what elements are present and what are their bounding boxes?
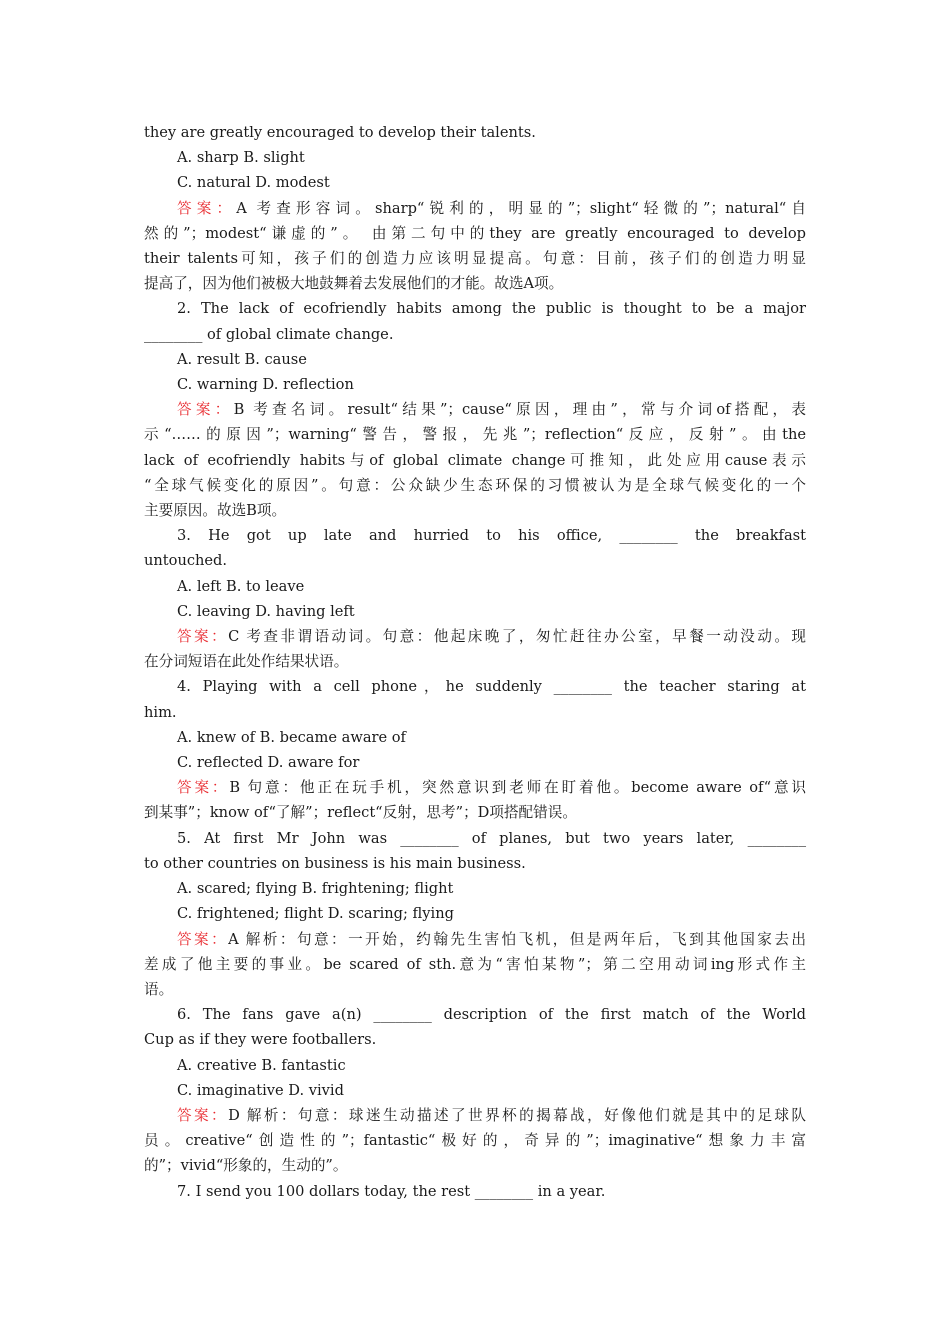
line-text: 然的”；modest“谦虚的”。 由第二句中的they are greatly encouraged to develop	[144, 224, 806, 242]
text-line	[144, 1027, 806, 1052]
line-text: their talents可知，孩子们的创造力应该明显提高。句意：目前，孩子们的创造力明显	[144, 250, 806, 268]
line-text: him.	[144, 703, 177, 721]
line-text: C. reflected D. aware for	[177, 754, 360, 772]
line-text: to other countries on business is his main business.	[144, 854, 526, 872]
text-line	[144, 599, 806, 624]
line-text: A. scared; flying B. frightening; flight	[177, 880, 454, 898]
line-text: 2. The lack of ecofriendly habits among the public is thought to be a major	[177, 300, 806, 318]
answer-line	[144, 624, 806, 649]
text-line	[144, 448, 806, 473]
line-text: 到某事”；know of“了解”；reflect“反射，思考”；D项搭配错误。	[144, 804, 577, 822]
answer-label: 答案：	[177, 401, 234, 419]
text-line	[144, 548, 806, 573]
line-text: 3. He got up late and hurried to his office, ________ the breakfast	[177, 527, 806, 545]
line-text: 语。	[144, 980, 174, 998]
line-text: B 考查名词。result“结果”；cause“原因，理由”，常与介词of搭配，表	[233, 401, 806, 419]
line-text: 在分词短语在此处作结果状语。	[144, 653, 349, 671]
text-line	[144, 952, 806, 977]
line-text: A 解析：句意：一开始，约翰先生害怕飞机，但是两年后，飞到其他国家去出	[228, 930, 806, 948]
line-text: 提高了，因为他们被极大地鼓舞着去发展他们的才能。故选A项。	[144, 275, 564, 293]
text-line	[144, 473, 806, 498]
text-line	[144, 649, 806, 674]
answer-line	[144, 1103, 806, 1128]
text-line	[144, 170, 806, 195]
answer-line	[144, 196, 806, 221]
text-line	[144, 674, 806, 699]
text-line	[144, 221, 806, 246]
text-line	[144, 1053, 806, 1078]
text-line	[144, 271, 806, 296]
answer-line	[144, 927, 806, 952]
text-line	[144, 296, 806, 321]
line-text: 的”；vivid“形象的，生动的”。	[144, 1157, 348, 1175]
line-text: 7. I send you 100 dollars today, the rest ________ in a year.	[177, 1182, 606, 1200]
text-line	[144, 145, 806, 170]
answer-label: 答案：	[177, 628, 229, 646]
answer-line	[144, 775, 806, 800]
text-line	[144, 876, 806, 901]
text-line	[144, 422, 806, 447]
line-text: ________ of global climate change.	[144, 325, 394, 343]
text-line	[144, 800, 806, 825]
line-text: 差成了他主要的事业。be scared of sth.意为“害怕某物”；第二空用动词ing形式作主	[144, 955, 806, 973]
text-line	[144, 1153, 806, 1178]
text-line	[144, 246, 806, 271]
line-text: 4. Playing with a cell phone，he suddenly ________ the teacher staring at	[177, 678, 806, 696]
text-line	[144, 725, 806, 750]
text-line	[144, 322, 806, 347]
line-text: 员。creative“创造性的”；fantastic“极好的，奇异的”；imaginative“想象力丰富	[144, 1132, 806, 1150]
line-text: A. creative B. fantastic	[177, 1056, 346, 1074]
line-text: 示“……的原因”；warning“警告，警报，先兆”；reflection“反应，反射”。由the	[144, 426, 806, 444]
line-text: A. knew of B. became aware of	[177, 728, 406, 746]
text-line	[144, 1179, 806, 1204]
answer-label: 答案：	[177, 779, 230, 797]
answer-label: 答案：	[177, 930, 229, 948]
line-text: C. frightened; flight D. scaring; flying	[177, 905, 454, 923]
text-line	[144, 347, 806, 372]
line-text: 主要原因。故选B项。	[144, 502, 287, 520]
text-line	[144, 498, 806, 523]
line-text: A 考查形容词。sharp“锐利的，明显的”；slight“轻微的”；natural“自	[236, 199, 806, 217]
line-text: they are greatly encouraged to develop their talents.	[144, 124, 536, 141]
text-line	[144, 700, 806, 725]
text-line	[144, 574, 806, 599]
line-text: A. left B. to leave	[177, 577, 305, 595]
answer-label: 答案：	[177, 1106, 229, 1124]
line-text: “全球气候变化的原因”。句意：公众缺少生态环保的习惯被认为是全球气候变化的一个	[144, 476, 806, 494]
text-line	[144, 1128, 806, 1153]
text-line	[144, 826, 806, 851]
line-text: A. result B. cause	[177, 350, 307, 368]
line-text: D 解析：句意：球迷生动描述了世界杯的揭幕战，好像他们就是其中的足球队	[228, 1106, 806, 1124]
answer-label: 答案：	[177, 199, 237, 217]
text-line	[144, 372, 806, 397]
text-line	[144, 523, 806, 548]
line-text: C. leaving D. having left	[177, 602, 355, 620]
answer-line	[144, 397, 806, 422]
line-text: B 句意：他正在玩手机，突然意识到老师在盯着他。become aware of“意识	[229, 779, 806, 797]
line-text: Cup as if they were footballers.	[144, 1031, 377, 1049]
line-text: 5. At first Mr John was ________ of planes, but two years later, ________	[177, 829, 806, 847]
line-text: C 考查非谓语动词。句意：他起床晚了，匆忙赶往办公室，早餐一动没动。现	[228, 628, 806, 646]
text-line	[144, 977, 806, 1002]
line-text: lack of ecofriendly habits与of global climate change可推知，此处应用cause表示	[144, 451, 806, 469]
line-text: A. sharp B. slight	[177, 149, 305, 167]
line-text: C. natural D. modest	[177, 174, 330, 192]
line-text: untouched.	[144, 552, 228, 570]
line-text: 6. The fans gave a(n) ________ description of the first match of the World	[177, 1006, 806, 1024]
text-line	[144, 851, 806, 876]
text-line	[144, 750, 806, 775]
text-line	[144, 1002, 806, 1027]
text-line	[144, 120, 806, 145]
document-page	[144, 120, 806, 1204]
text-line	[144, 1078, 806, 1103]
line-text: C. imaginative D. vivid	[177, 1081, 344, 1099]
line-text: C. warning D. reflection	[177, 376, 354, 394]
text-line	[144, 901, 806, 926]
